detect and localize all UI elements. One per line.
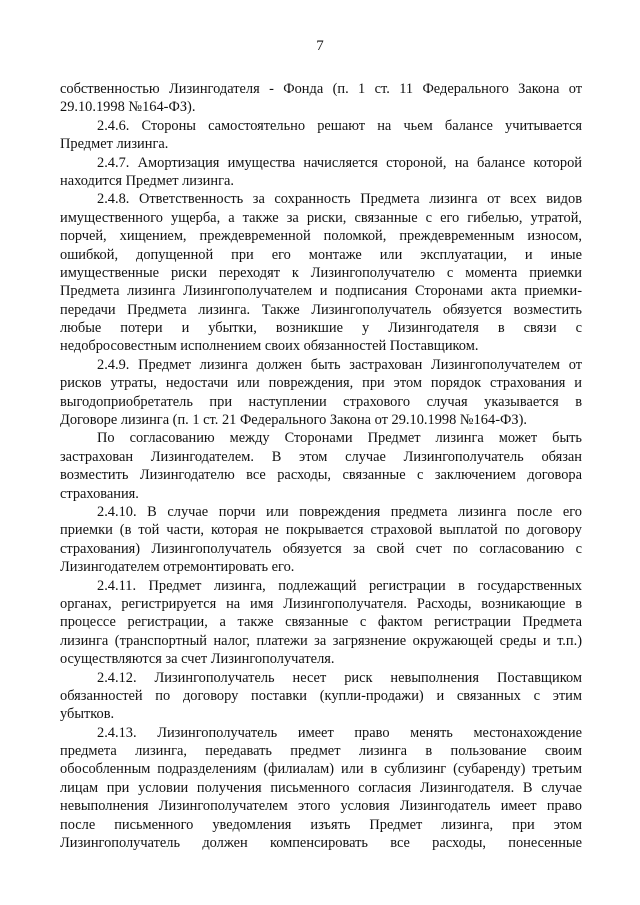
text-line: возместить Лизингодателю все расходы, связанные с заключением договора: [60, 467, 582, 484]
text-line: 2.4.8. Ответственность за сохранность Предмета лизинга от всех видов: [97, 191, 582, 208]
text-line: 2.4.12. Лизингополучатель несет риск невыполнения Поставщиком: [97, 669, 582, 686]
document-body: [60, 80, 582, 852]
text-line: порчей, хищением, преждевременной поломкой, преждевременным износом,: [60, 228, 582, 245]
text-line: страхования) Лизингополучатель обязуется за свой счет по согласованию с: [60, 540, 582, 557]
text-line: Предмета лизинга Лизингополучателем и подписания Сторонами акта приемки-: [60, 283, 582, 300]
text-line: обязанностей по договору поставки (купли-продажи) и связанных с этим: [60, 687, 582, 704]
text-line: осуществляются за счет Лизингополучателя.: [60, 651, 335, 668]
text-line: предмета лизинга, передавать предмет лизинга в пользование своим: [60, 743, 582, 760]
text-line: 2.4.6. Стороны самостоятельно решают на чьем балансе учитывается: [97, 117, 582, 134]
text-line: лизинга (транспортный налог, платежи за загрязнение окружающей среды и т.п.): [60, 632, 582, 649]
text-line: По согласованию между Сторонами Предмет лизинга может быть: [97, 430, 582, 447]
text-line: находится Предмет лизинга.: [60, 172, 234, 189]
text-line: Лизингодателем отремонтировать его.: [60, 559, 295, 576]
text-line: Договоре лизинга (п. 1 ст. 21 Федерального Закона от 29.10.1998 №164-ФЗ).: [60, 412, 527, 429]
text-line: приемки (в той части, которая не покрывается страховой выплатой по договору: [60, 522, 582, 539]
text-line: 2.4.7. Амортизация имущества начисляется стороной, на балансе которой: [97, 154, 582, 171]
text-line: рисков утраты, недостачи или повреждения, при этом порядок страхования и: [60, 375, 582, 392]
page-number: 7: [316, 38, 324, 54]
text-line: 29.10.1998 №164-ФЗ).: [60, 99, 196, 116]
text-line: выгодоприобретатель при наступлении страхового случая указывается в: [60, 393, 582, 410]
text-line: 2.4.10. В случае порчи или повреждения предмета лизинга после его: [97, 503, 582, 520]
text-line: имущественные риски переходят к Лизингополучателю с момента приемки: [60, 264, 582, 281]
text-line: органах, регистрируется на имя Лизингополучателя. Расходы, возникающие в: [60, 595, 582, 612]
text-line: передачи Предмета лизинга. Также Лизингополучатель обязуется возместить: [60, 301, 582, 318]
text-line: страхования.: [60, 485, 139, 502]
text-line: застрахован Лизингодателем. В этом случае Лизингополучатель обязан: [60, 448, 582, 465]
text-line: Предмет лизинга.: [60, 136, 169, 153]
text-line: после письменного уведомления изъять Предмет лизинга, при этом: [60, 816, 582, 833]
text-line: недобросовестным исполнением своих обязанностей Поставщиком.: [60, 338, 479, 355]
text-line: любые потери и убытки, возникшие у Лизингодателя в связи с: [60, 320, 582, 337]
text-line: ошибкой, допущенной при его монтаже или эксплуатации, и иные: [60, 246, 582, 263]
text-line: невыполнения Лизингополучателем этого условия Лизингодатель имеет право: [60, 798, 582, 815]
text-line: собственностью Лизингодателя - Фонда (п. 1 ст. 11 Федерального Закона от: [60, 81, 582, 97]
text-line: обособленным подразделениям (филиалам) или в сублизинг (субаренду) третьим: [60, 761, 582, 778]
text-line: процессе регистрации, а также связанные с фактом регистрации Предмета: [60, 614, 582, 631]
text-line: имущественного ущерба, а также за риски, связанные с его гибелью, утратой,: [60, 209, 582, 226]
text-line: убытков.: [60, 706, 115, 723]
text-line: Лизингополучатель должен компенсировать все расходы, понесенные: [60, 835, 582, 852]
text-line: 2.4.13. Лизингополучатель имеет право менять местонахождение: [97, 724, 582, 741]
text-line: 2.4.11. Предмет лизинга, подлежащий регистрации в государственных: [97, 577, 582, 594]
text-line: 2.4.9. Предмет лизинга должен быть застрахован Лизингополучателем от: [97, 356, 582, 373]
text-line: лицам при условии получения письменного согласия Лизингодателя. В случае: [60, 779, 582, 796]
